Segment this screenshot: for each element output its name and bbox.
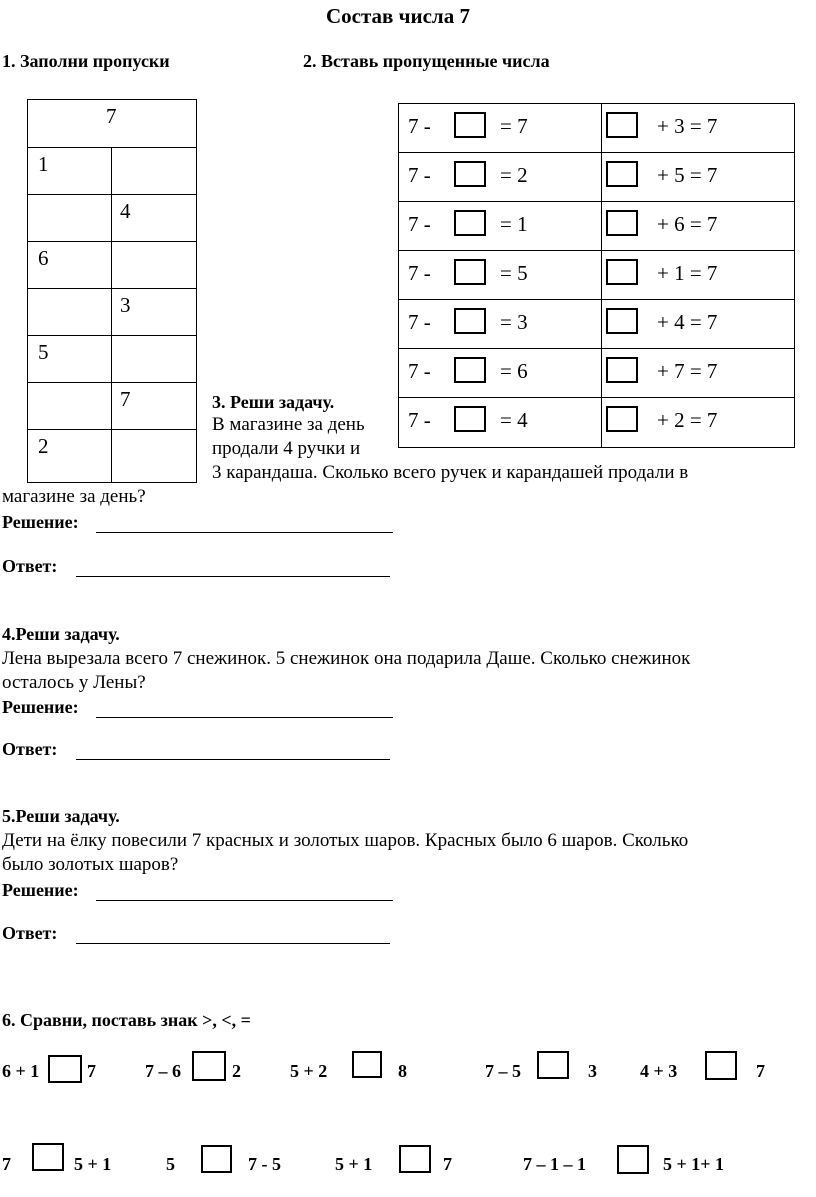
task2-heading: 2. Вставь пропущенные числа bbox=[303, 51, 550, 71]
solution-line[interactable] bbox=[96, 717, 393, 718]
cell-left[interactable]: 5 bbox=[28, 336, 112, 382]
sign-box[interactable] bbox=[48, 1055, 82, 1083]
comparison-left: 5 + 1 bbox=[335, 1154, 373, 1174]
answer-box[interactable] bbox=[454, 259, 486, 285]
table-row: 7 - = 6 + 7 = 7 bbox=[399, 349, 794, 398]
answer-box[interactable] bbox=[454, 357, 486, 383]
comparison-right: 5 + 1+ 1 bbox=[663, 1154, 725, 1174]
cell-left[interactable]: 6 bbox=[28, 242, 112, 288]
answer-box[interactable] bbox=[454, 308, 486, 334]
table-row: 7 - = 1 + 6 = 7 bbox=[399, 202, 794, 251]
task4-text-line: Лена вырезала всего 7 снежинок. 5 снежинок она подарила Даше. Сколько снежинок bbox=[2, 648, 691, 669]
comparison-left: 7 – 5 bbox=[485, 1061, 521, 1081]
comparison-left: 7 bbox=[2, 1154, 11, 1174]
answer-label: Ответ: bbox=[2, 739, 58, 759]
table-row: 7 - = 3 + 4 = 7 bbox=[399, 300, 794, 349]
cell-left[interactable] bbox=[28, 383, 112, 429]
cell-right[interactable]: 3 bbox=[120, 293, 131, 317]
answer-box[interactable] bbox=[606, 112, 638, 138]
comparison-left: 7 – 1 – 1 bbox=[523, 1154, 586, 1174]
answer-line[interactable] bbox=[76, 759, 390, 760]
total-number: 7 bbox=[106, 104, 117, 128]
answer-box[interactable] bbox=[606, 259, 638, 285]
table-header-cell bbox=[28, 100, 196, 148]
missing-numbers-table bbox=[398, 103, 795, 448]
comparison-right: 3 bbox=[588, 1061, 597, 1081]
comparison-left: 7 – 6 bbox=[145, 1061, 181, 1081]
sign-box[interactable] bbox=[537, 1051, 569, 1079]
task1-heading: 1. Заполни пропуски bbox=[2, 51, 170, 71]
comparison-right: 2 bbox=[232, 1061, 241, 1081]
task3-text-line: В магазине за день bbox=[212, 414, 365, 435]
answer-box[interactable] bbox=[454, 210, 486, 236]
table-row: 7 - = 2 + 5 = 7 bbox=[399, 153, 794, 202]
cell-left[interactable] bbox=[28, 195, 112, 241]
solution-line[interactable] bbox=[96, 532, 393, 533]
table-row: 7 - = 4 + 2 = 7 bbox=[399, 398, 794, 448]
table-row bbox=[28, 195, 196, 242]
task5-text-line: Дети на ёлку повесили 7 красных и золотых шаров. Красных было 6 шаров. Сколько bbox=[2, 830, 689, 851]
task4-text-line: осталось у Лены? bbox=[2, 672, 146, 693]
comparison-right: 5 + 1 bbox=[74, 1154, 112, 1174]
cell-right[interactable] bbox=[112, 430, 196, 482]
comparison-right: 7 - 5 bbox=[248, 1154, 281, 1174]
task4-heading: 4.Реши задачу. bbox=[2, 624, 120, 644]
answer-box[interactable] bbox=[606, 406, 638, 432]
table-row: 7 - = 7 + 3 = 7 bbox=[399, 104, 794, 153]
answer-line[interactable] bbox=[76, 943, 390, 944]
answer-line[interactable] bbox=[76, 576, 390, 577]
answer-box[interactable] bbox=[454, 112, 486, 138]
task3-text-line: продали 4 ручки и bbox=[212, 438, 361, 459]
answer-box[interactable] bbox=[606, 357, 638, 383]
page-title: Состав числа 7 bbox=[326, 4, 470, 28]
sign-box[interactable] bbox=[617, 1145, 649, 1174]
sign-box[interactable] bbox=[32, 1143, 64, 1171]
sign-box[interactable] bbox=[705, 1051, 737, 1080]
solution-label: Решение: bbox=[2, 697, 79, 717]
task5-text-line: было золотых шаров? bbox=[2, 854, 179, 875]
comparison-right: 7 bbox=[756, 1061, 765, 1081]
answer-box[interactable] bbox=[454, 161, 486, 187]
comparison-right: 8 bbox=[398, 1061, 407, 1081]
table-row bbox=[28, 430, 196, 482]
task6-heading: 6. Сравни, поставь знак >, <, = bbox=[2, 1010, 251, 1030]
answer-box[interactable] bbox=[606, 161, 638, 187]
task3-heading: 3. Реши задачу. bbox=[212, 392, 335, 412]
answer-label: Ответ: bbox=[2, 556, 58, 576]
comparison-left: 5 + 2 bbox=[290, 1061, 328, 1081]
comparison-right: 7 bbox=[443, 1154, 452, 1174]
table-row bbox=[28, 383, 196, 430]
comparison-right: 7 bbox=[87, 1061, 96, 1081]
cell-left[interactable] bbox=[28, 289, 112, 335]
table-row bbox=[28, 289, 196, 336]
cell-right[interactable]: 7 bbox=[120, 387, 131, 411]
composition-table bbox=[27, 99, 197, 483]
sign-box[interactable] bbox=[399, 1145, 431, 1173]
table-row: 7 - = 5 + 1 = 7 bbox=[399, 251, 794, 300]
cell-left[interactable]: 2 bbox=[28, 430, 112, 482]
sign-box[interactable] bbox=[192, 1051, 226, 1081]
comparison-left: 4 + 3 bbox=[640, 1061, 678, 1081]
answer-box[interactable] bbox=[606, 308, 638, 334]
table-row bbox=[28, 148, 196, 195]
solution-label: Решение: bbox=[2, 512, 79, 532]
solution-line[interactable] bbox=[96, 900, 393, 901]
cell-left[interactable]: 1 bbox=[28, 148, 112, 194]
answer-label: Ответ: bbox=[2, 923, 58, 943]
cell-right[interactable] bbox=[112, 336, 196, 382]
sign-box[interactable] bbox=[201, 1145, 232, 1173]
solution-label: Решение: bbox=[2, 880, 79, 900]
comparison-left: 6 + 1 bbox=[2, 1061, 40, 1081]
table-row bbox=[28, 242, 196, 289]
table-row bbox=[28, 336, 196, 383]
cell-right[interactable]: 4 bbox=[120, 199, 131, 223]
comparison-left: 5 bbox=[166, 1154, 175, 1174]
task5-heading: 5.Реши задачу. bbox=[2, 806, 120, 826]
answer-box[interactable] bbox=[606, 210, 638, 236]
sign-box[interactable] bbox=[352, 1051, 382, 1078]
cell-right[interactable] bbox=[112, 148, 196, 194]
task3-text-line: 3 карандаша. Сколько всего ручек и карандашей продали в bbox=[212, 462, 689, 483]
task3-text-line: магазине за день? bbox=[2, 486, 146, 507]
answer-box[interactable] bbox=[454, 406, 486, 432]
cell-right[interactable] bbox=[112, 242, 196, 288]
